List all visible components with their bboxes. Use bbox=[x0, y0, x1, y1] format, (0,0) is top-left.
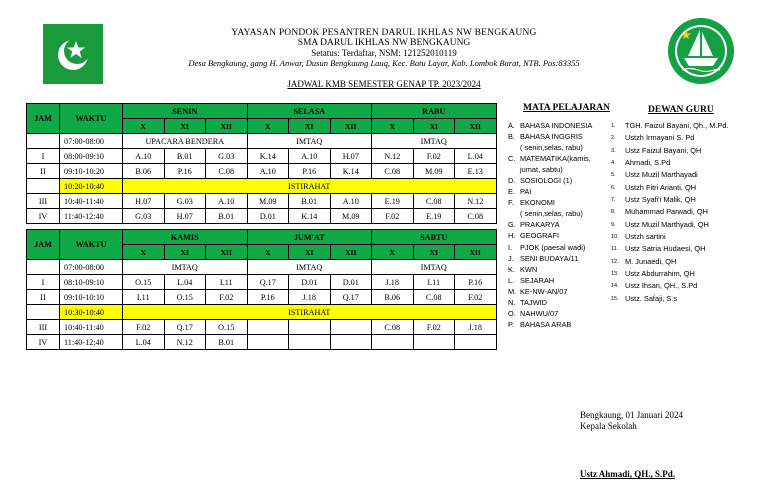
schedule-cell: C.08 bbox=[455, 209, 497, 224]
schedule-cell: C.08 bbox=[372, 164, 414, 179]
schedule-cell bbox=[372, 335, 414, 350]
subject-code: A. bbox=[508, 121, 515, 130]
schedule-cell: F.02 bbox=[413, 149, 455, 164]
schedule-cell bbox=[289, 320, 331, 335]
schedule-cell: D.01 bbox=[289, 275, 331, 290]
class-header: X bbox=[372, 245, 414, 260]
break-cell: ISTIRAHAT bbox=[123, 305, 497, 320]
teacher-name: Ahmadi, S.Pd bbox=[625, 158, 671, 168]
schedule-cell: Q.17 bbox=[330, 290, 372, 305]
teacher-number: 13. bbox=[611, 271, 619, 278]
subject-code: I. bbox=[508, 242, 513, 252]
teacher-item bbox=[611, 169, 768, 181]
teacher-number: 14. bbox=[611, 283, 619, 290]
subject-item bbox=[508, 264, 620, 275]
waktu-cell: 08:10-09:10 bbox=[60, 275, 123, 290]
activity-cell: UPACARA BENDERA bbox=[123, 134, 248, 149]
subject-name: SOSIOLOGI (1) bbox=[520, 176, 573, 186]
class-header: XII bbox=[206, 119, 248, 134]
schedule-cell: F.02 bbox=[206, 290, 248, 305]
schedule-cell: C.08 bbox=[413, 194, 455, 209]
subject-item bbox=[508, 131, 620, 142]
schedule-cell: F.02 bbox=[413, 320, 455, 335]
schedule-cell: B.06 bbox=[372, 290, 414, 305]
teacher-name: Ustz Muzil Marthayadi bbox=[625, 170, 698, 180]
schedule-cell: H.07 bbox=[330, 149, 372, 164]
header-row bbox=[27, 104, 497, 119]
jam-cell: IV bbox=[27, 209, 60, 224]
schedule-cell: P.16 bbox=[247, 290, 289, 305]
subject-code: G. bbox=[508, 220, 516, 230]
teacher-number: 4. bbox=[611, 160, 616, 167]
subject-name: NAHWU/07 bbox=[520, 308, 559, 318]
day-header: SABTU bbox=[372, 230, 497, 245]
schedule-cell bbox=[413, 335, 455, 350]
subject-item bbox=[508, 230, 620, 241]
schedule-cell: P.16 bbox=[164, 164, 206, 179]
subject-item bbox=[508, 286, 620, 297]
schedule-cell: J.18 bbox=[372, 275, 414, 290]
table-row bbox=[27, 290, 497, 305]
signature-name: Ustz Ahmadi, QH., S.Pd. bbox=[580, 469, 676, 479]
activity-cell: IMTAQ bbox=[372, 134, 497, 149]
teacher-item bbox=[611, 145, 768, 157]
schedule-cell bbox=[289, 335, 331, 350]
schedule-cell: B.01 bbox=[206, 209, 248, 224]
schedule-cell: I.11 bbox=[123, 290, 165, 305]
schedule-cell: F.02 bbox=[372, 209, 414, 224]
teacher-number: 8. bbox=[611, 209, 616, 216]
schedule-cell: O.15 bbox=[164, 290, 206, 305]
school-address: Desa Bengkaung, gang H. Anwar, Dusun Bengkaung Lauq, Kec. Batu Layar, Kab. Lombok Barat, NTB. Pos:83355 bbox=[188, 58, 580, 68]
schedule-cell: E.19 bbox=[372, 194, 414, 209]
subject-name: SENI BUDAYA/11 bbox=[520, 253, 579, 263]
waktu-cell: 10:40-11:40 bbox=[60, 194, 123, 209]
class-header: XI bbox=[289, 119, 331, 134]
teacher-item bbox=[611, 194, 768, 206]
jam-cell: I bbox=[27, 275, 60, 290]
subject-code: M. bbox=[508, 286, 517, 296]
subject-item bbox=[508, 242, 620, 253]
class-header: XI bbox=[413, 245, 455, 260]
class-header: XI bbox=[289, 245, 331, 260]
teacher-name: Ustz Satria Hudaesi, QH bbox=[625, 244, 706, 254]
table-row bbox=[27, 179, 497, 194]
subject-code: E. bbox=[508, 187, 515, 197]
schedule-cell: A.10 bbox=[247, 164, 289, 179]
subject-name: GEOGRAFI bbox=[520, 231, 560, 241]
class-header: XII bbox=[455, 245, 497, 260]
class-header: XI bbox=[164, 119, 206, 134]
schedule-cell: L.04 bbox=[123, 335, 165, 350]
jam-cell bbox=[27, 134, 60, 149]
subject-item bbox=[508, 275, 620, 286]
teacher-name: Ustzh sartini bbox=[625, 232, 666, 242]
jam-cell bbox=[27, 260, 60, 275]
teacher-number: 5. bbox=[611, 172, 616, 179]
schedule-table-mon-wed bbox=[26, 103, 497, 224]
waktu-header: WAKTU bbox=[60, 230, 123, 260]
waktu-cell: 09:10-10:10 bbox=[60, 290, 123, 305]
schedule-cell: I.11 bbox=[206, 275, 248, 290]
schedule-cell: J.18 bbox=[455, 320, 497, 335]
class-header: X bbox=[123, 245, 165, 260]
schedule-cell: Q.17 bbox=[164, 320, 206, 335]
table-row bbox=[27, 209, 497, 224]
signature-position: Kepala Sekolah bbox=[580, 421, 637, 431]
schedule-cell: L.04 bbox=[164, 275, 206, 290]
schedule-cell bbox=[330, 320, 372, 335]
schedule-cell: K.14 bbox=[247, 149, 289, 164]
schedule-cell: M.09 bbox=[247, 194, 289, 209]
table-row bbox=[27, 194, 497, 209]
subject-item bbox=[508, 208, 620, 219]
class-header: XI bbox=[413, 119, 455, 134]
class-header: X bbox=[247, 245, 289, 260]
teacher-name: Muhammad Parwadi, QH bbox=[625, 207, 708, 217]
schedule-cell: F.02 bbox=[123, 320, 165, 335]
teacher-number: 3. bbox=[611, 147, 616, 154]
teacher-name: Ustz Ihsan, QH., S.Pd bbox=[625, 281, 698, 291]
subject-code: B. bbox=[508, 132, 515, 142]
teacher-name: Ustz Syafi'i Malik, QH bbox=[625, 195, 696, 205]
schedule-cell: H.07 bbox=[164, 209, 206, 224]
schedule-cell: K.14 bbox=[289, 209, 331, 224]
subject-code: J. bbox=[508, 253, 514, 263]
waktu-cell: 11:40-12:40 bbox=[60, 209, 123, 224]
teacher-number: 2. bbox=[611, 135, 616, 142]
subject-name: KE-NW-AN/07 bbox=[520, 286, 568, 296]
subject-item bbox=[508, 197, 620, 208]
subject-code: H. bbox=[508, 231, 516, 241]
subject-item bbox=[508, 153, 620, 164]
teacher-item bbox=[611, 182, 768, 194]
teacher-name: Ustz. Safaji, S.s bbox=[625, 293, 678, 303]
teacher-number: 10. bbox=[611, 234, 619, 241]
subject-name: SEJARAH bbox=[520, 275, 555, 285]
waktu-cell: 07:00-08:00 bbox=[60, 260, 123, 275]
jam-cell: III bbox=[27, 194, 60, 209]
jam-cell bbox=[27, 179, 60, 194]
schedule-cell: O.15 bbox=[123, 275, 165, 290]
schedule-cell: O.15 bbox=[206, 320, 248, 335]
teacher-item bbox=[611, 256, 768, 268]
schedule-cell: K.14 bbox=[330, 164, 372, 179]
teacher-number: 11. bbox=[611, 246, 619, 253]
subjects-list bbox=[508, 120, 620, 330]
teacher-number: 1. bbox=[611, 123, 616, 129]
schedule-cell: L.04 bbox=[455, 149, 497, 164]
schedule-cell: J.18 bbox=[289, 290, 331, 305]
schedule-cell bbox=[455, 335, 497, 350]
teacher-name: Ustz Faizul Bayani, QH bbox=[625, 145, 702, 155]
teacher-name: M. Junaedi, QH bbox=[625, 256, 677, 266]
subject-code: N. bbox=[508, 297, 516, 307]
schedule-cell: M.09 bbox=[330, 209, 372, 224]
schedule-cell: N.12 bbox=[455, 194, 497, 209]
schedule-cell: C.08 bbox=[413, 290, 455, 305]
activity-cell: IMTAQ bbox=[247, 134, 372, 149]
table-row bbox=[27, 305, 497, 320]
schedule-cell: B.06 bbox=[123, 164, 165, 179]
schedule-cell: E.19 bbox=[413, 209, 455, 224]
table-row bbox=[27, 275, 497, 290]
subject-name: PRAKARYA bbox=[520, 220, 560, 230]
subject-item bbox=[508, 120, 620, 131]
jam-cell: IV bbox=[27, 335, 60, 350]
jam-cell: II bbox=[27, 164, 60, 179]
teacher-item bbox=[611, 268, 768, 280]
schedule-cell: E.13 bbox=[455, 164, 497, 179]
schedule-title: JADWAL KMB SEMESTER GENAP TP. 2023/2024 bbox=[287, 79, 481, 89]
class-header: XII bbox=[206, 245, 248, 260]
teacher-item bbox=[611, 132, 768, 144]
subject-name: MATEMATIKA(kamis, bbox=[520, 154, 591, 164]
teacher-item bbox=[611, 280, 768, 292]
activity-cell: IMTAQ bbox=[123, 260, 248, 275]
subject-code bbox=[508, 142, 520, 153]
schedule-cell: G.03 bbox=[164, 194, 206, 209]
waktu-cell: 10:30-10:40 bbox=[60, 305, 123, 320]
teacher-item bbox=[611, 206, 768, 218]
table-row bbox=[27, 320, 497, 335]
table-row bbox=[27, 134, 497, 149]
teacher-item bbox=[611, 293, 768, 305]
schedule-cell: G.03 bbox=[206, 149, 248, 164]
subject-name: BAHASA ARAB bbox=[520, 319, 572, 329]
teachers-title: DEWAN GURU bbox=[648, 105, 714, 115]
waktu-header: WAKTU bbox=[60, 104, 123, 134]
jam-cell: II bbox=[27, 290, 60, 305]
class-header: XII bbox=[455, 119, 497, 134]
schedule-cell: F.02 bbox=[455, 290, 497, 305]
subject-name: ( senin,selas, rabu) bbox=[520, 209, 583, 219]
teacher-name: TGH. Faizul Bayani, Qh., M.Pd. bbox=[625, 121, 729, 130]
schedule-cell bbox=[330, 335, 372, 350]
activity-cell: IMTAQ bbox=[372, 260, 497, 275]
subject-code: L. bbox=[508, 275, 515, 285]
jam-cell: I bbox=[27, 149, 60, 164]
day-header: SELASA bbox=[247, 104, 372, 119]
schedule-cell: A.10 bbox=[330, 194, 372, 209]
subject-item bbox=[508, 308, 620, 319]
break-cell: ISTIRAHAT bbox=[123, 179, 497, 194]
activity-cell: IMTAQ bbox=[247, 260, 372, 275]
jam-header: JAM bbox=[27, 104, 60, 134]
subject-name: PJOK (paesal wadi) bbox=[520, 242, 586, 252]
teacher-name: Ustzh Irmayani S. Pd bbox=[625, 133, 695, 143]
subject-name: EKONOMI bbox=[520, 198, 555, 208]
subject-code bbox=[508, 164, 520, 175]
teacher-item bbox=[611, 243, 768, 255]
foundation-name: YAYASAN PONDOK PESANTREN DARUL IKHLAS NW BENGKAUNG bbox=[231, 28, 537, 38]
subject-name: KWN bbox=[520, 264, 538, 274]
schedule-cell: B.01 bbox=[289, 194, 331, 209]
class-header: XII bbox=[330, 245, 372, 260]
day-header: SENIN bbox=[123, 104, 248, 119]
schedule-cell: A.10 bbox=[123, 149, 165, 164]
class-header: X bbox=[123, 119, 165, 134]
teacher-name: Ustz Muzil Marthyadi, QH bbox=[625, 219, 709, 229]
subject-item bbox=[508, 297, 620, 308]
class-header: XI bbox=[164, 245, 206, 260]
subject-item bbox=[508, 319, 620, 330]
class-header: XII bbox=[330, 119, 372, 134]
teacher-number: 7. bbox=[611, 197, 616, 204]
teachers-list bbox=[611, 120, 768, 305]
schedule-cell: Q.17 bbox=[247, 275, 289, 290]
schedule-cell: N.12 bbox=[372, 149, 414, 164]
jam-header: JAM bbox=[27, 230, 60, 260]
teacher-number: 15. bbox=[611, 295, 619, 302]
subject-name: TAJWID bbox=[520, 297, 547, 307]
subject-item bbox=[508, 253, 620, 264]
subject-code: P. bbox=[508, 319, 515, 329]
teacher-item bbox=[611, 120, 768, 132]
class-header: X bbox=[247, 119, 289, 134]
subject-item bbox=[508, 186, 620, 197]
schedule-cell: A.10 bbox=[289, 149, 331, 164]
schedule-cell: I.11 bbox=[413, 275, 455, 290]
schedule-cell: D.01 bbox=[247, 209, 289, 224]
day-header: KAMIS bbox=[123, 230, 248, 245]
school-status: Setatus: Terdaftar, NSM: 121252010119 bbox=[311, 48, 457, 58]
teacher-number: 12. bbox=[611, 258, 619, 265]
schedule-table-thu-sat bbox=[26, 229, 497, 350]
schedule-cell: B.01 bbox=[164, 149, 206, 164]
subject-code: C. bbox=[508, 154, 516, 164]
subject-code: F. bbox=[508, 198, 514, 208]
subject-name: BAHASA INDONESIA bbox=[520, 121, 593, 130]
schedule-cell: M.09 bbox=[413, 164, 455, 179]
schedule-cell bbox=[247, 320, 289, 335]
subject-code bbox=[508, 208, 520, 219]
schedule-cell: P.16 bbox=[289, 164, 331, 179]
day-header: RABU bbox=[372, 104, 497, 119]
waktu-cell: 10:40-11:40 bbox=[60, 320, 123, 335]
header-row bbox=[27, 230, 497, 245]
waktu-cell: 08:00-09:10 bbox=[60, 149, 123, 164]
subject-item bbox=[508, 142, 620, 153]
teacher-name: Ustz Abdurrahim, QH bbox=[625, 269, 695, 279]
schedule-cell: P.16 bbox=[455, 275, 497, 290]
jam-cell bbox=[27, 305, 60, 320]
teacher-item bbox=[611, 219, 768, 231]
subject-code: O. bbox=[508, 308, 516, 318]
subject-name: jumat, sabtu) bbox=[520, 165, 563, 175]
school-name: SMA DARUL IKHLAS NW BENGKAUNG bbox=[297, 38, 471, 48]
subject-item bbox=[508, 164, 620, 175]
teacher-number: 6. bbox=[611, 184, 616, 191]
table-row bbox=[27, 335, 497, 350]
teacher-number: 9. bbox=[611, 221, 616, 228]
subject-code: K. bbox=[508, 264, 515, 274]
schedule-cell: G.03 bbox=[123, 209, 165, 224]
schedule-cell: A.10 bbox=[206, 194, 248, 209]
subject-item bbox=[508, 175, 620, 186]
table-row bbox=[27, 149, 497, 164]
schedule-cell: N.12 bbox=[164, 335, 206, 350]
schedule-cell: D.01 bbox=[330, 275, 372, 290]
day-header: JUM'AT bbox=[247, 230, 372, 245]
waktu-cell: 07:00-08:00 bbox=[60, 134, 123, 149]
teacher-name: Ustzh Fitri Arianti, QH bbox=[625, 182, 697, 192]
subject-name: PAI bbox=[520, 187, 532, 197]
subject-code: D. bbox=[508, 176, 516, 186]
waktu-cell: 11:40-12:40 bbox=[60, 335, 123, 350]
schedule-cell: H.07 bbox=[123, 194, 165, 209]
schedule-cell bbox=[247, 335, 289, 350]
schedule-cell: C.08 bbox=[206, 164, 248, 179]
teacher-item bbox=[611, 231, 768, 243]
subject-item bbox=[508, 219, 620, 230]
table-row bbox=[27, 164, 497, 179]
teacher-item bbox=[611, 157, 768, 169]
schedule-cell: B.01 bbox=[206, 335, 248, 350]
subjects-title: MATA PELAJARAN bbox=[523, 103, 610, 113]
class-header: X bbox=[372, 119, 414, 134]
subject-name: ( senin,selas, rabu) bbox=[520, 143, 583, 153]
subject-name: BAHASA INGGRIS bbox=[520, 132, 583, 142]
waktu-cell: 09:10-10:20 bbox=[60, 164, 123, 179]
waktu-cell: 10:20-10:40 bbox=[60, 179, 123, 194]
signature-place-date: Bengkaung, 01 Januari 2024 bbox=[580, 410, 683, 420]
jam-cell: III bbox=[27, 320, 60, 335]
table-row bbox=[27, 260, 497, 275]
schedule-cell: C.08 bbox=[372, 320, 414, 335]
